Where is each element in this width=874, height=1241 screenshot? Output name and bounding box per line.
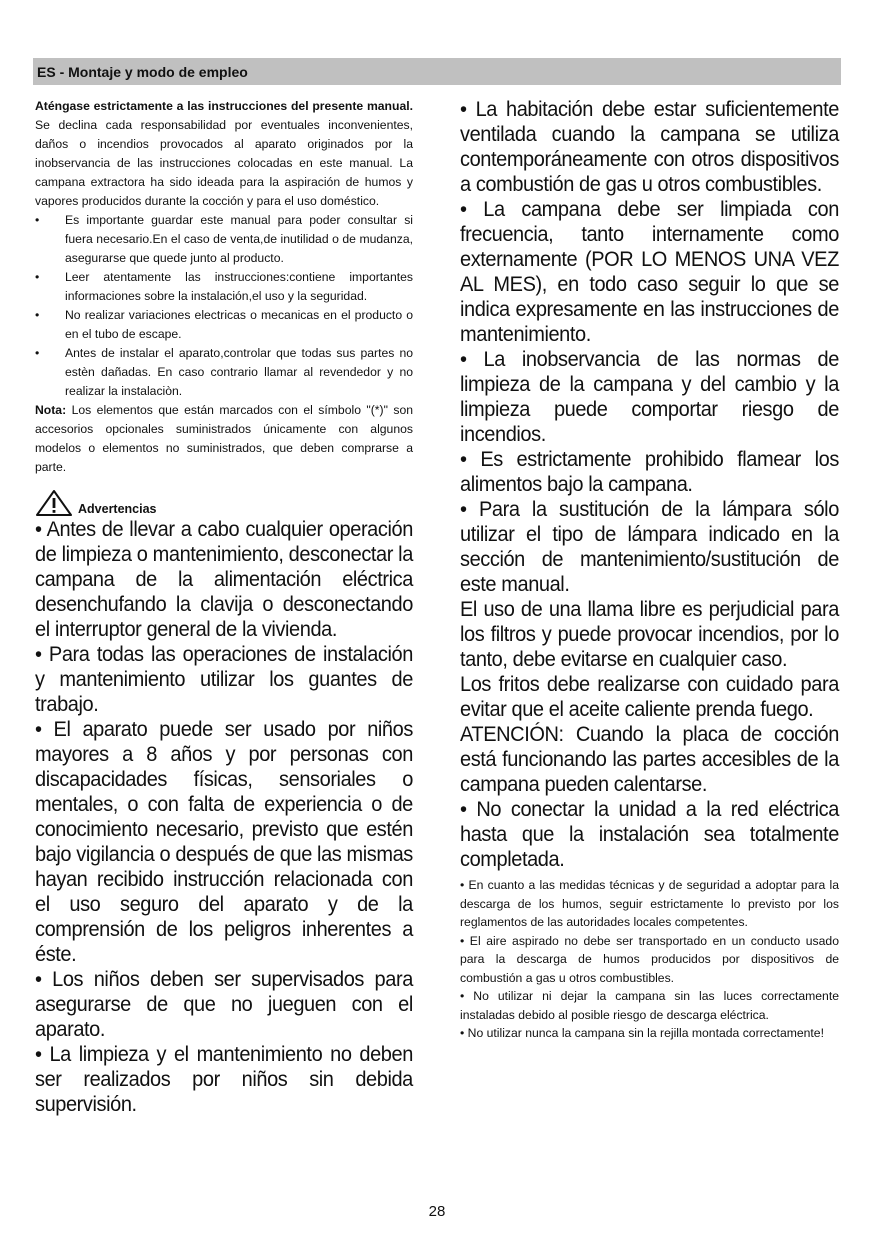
list-item: • Leer atentamente las instrucciones:contiene importantes informaciones sobre la instalación,el uso y la seguridad. xyxy=(35,268,413,306)
warning-paragraph: • La campana debe ser limpiada con frecuencia, tanto internamente como externamente (POR LO MENOS UNA VEZ AL MES), en todo caso seguir lo que se indica expresamente en las instrucciones de mantenimiento. xyxy=(460,197,839,346)
list-item: • No realizar variaciones electricas o mecanicas en el producto o en el tubo de escape. xyxy=(35,306,413,344)
warning-paragraph: ATENCIÓN: Cuando la placa de cocción está funcionando las partes accesibles de la campana pueden calentarse. xyxy=(460,722,839,796)
right-column xyxy=(460,97,839,1043)
section-title: ES - Montaje y modo de empleo xyxy=(37,64,248,80)
page-number: 28 xyxy=(428,1203,446,1220)
warning-paragraph: • La inobservancia de las normas de limpieza de la campana y del cambio y la limpieza puede comportar riesgo de incendios. xyxy=(460,347,839,446)
warning-paragraph: • El aparato puede ser usado por niños mayores a 8 años y por personas con discapacidades físicas, sensoriales o mentales, o con falta de experiencia o de conocimiento necesario, previsto que estén bajo vigilancia o después de que las mismas hayan recibido instrucción relacionada con el uso seguro del aparato y de la comprensión de los peligros inherentes a éste. xyxy=(35,717,413,966)
note-text: Los elementos que están marcados con el símbolo "(*)" son accesorios opcionales suministrados únicamente con algunos modelos o elementos no suministrados, que deben comprarse a parte. xyxy=(35,403,413,474)
warning-paragraph: • Antes de llevar a cabo cualquier operación de limpieza o mantenimiento, desconectar la campana de la alimentación eléctrica desenchufando la clavija o desconectando el interruptor general de la vivienda. xyxy=(35,517,413,641)
warning-paragraph: • Los niños deben ser supervisados para asegurarse de que no jueguen con el aparato. xyxy=(35,967,413,1041)
warning-paragraph: • Para todas las operaciones de instalación y mantenimiento utilizar los guantes de trabajo. xyxy=(35,642,413,716)
left-column xyxy=(35,97,413,1117)
intro-paragraph xyxy=(35,97,413,211)
warning-paragraph: • No conectar la unidad a la red eléctrica hasta que la instalación sea totalmente completada. xyxy=(460,797,839,871)
intro-bold: Aténgase estrictamente a las instrucciones del presente manual. xyxy=(35,99,413,113)
note-label: Nota: xyxy=(35,403,67,417)
warning-paragraph: • La habitación debe estar suficientemente ventilada cuando la campana se utiliza contemporáneamente con otros dispositivos a combustión de gas u otros combustibles. xyxy=(460,97,839,196)
warnings-title: Advertencias xyxy=(78,502,157,516)
list-item: • Es importante guardar este manual para poder consultar si fuera necesario.En el caso de venta,de inutilidad o de mudanza, asegurarse que quede junto al producto. xyxy=(35,211,413,268)
warning-small-paragraph: • El aire aspirado no debe ser transportado en un conducto usado para la descarga de humos producidos por dispositivos de combustión a gas u otros combustibles. xyxy=(460,933,839,985)
list-item: • Antes de instalar el aparato,controlar que todas sus partes no estèn dañadas. En caso contrario llamar al revendedor y no realizar la instalaciòn. xyxy=(35,344,413,401)
warnings-heading xyxy=(35,489,413,517)
warning-paragraph: Los fritos debe realizarse con cuidado para evitar que el aceite caliente prenda fuego. xyxy=(460,672,839,721)
warning-small-paragraph: • No utilizar ni dejar la campana sin las luces correctamente instaladas debido al posible riesgo de descarga eléctrica. xyxy=(460,989,839,1022)
warning-paragraph: • Para la sustitución de la lámpara sólo utilizar el tipo de lámpara indicado en la sección de mantenimiento/sustitución de este manual. xyxy=(460,497,839,596)
warning-paragraph: El uso de una llama libre es perjudicial para los filtros y puede provocar incendios, por lo tanto, debe evitarse en cualquier caso. xyxy=(460,597,839,671)
intro-text: Se declina cada responsabilidad por eventuales inconvenientes, daños o incendios provocados al aparato originados por la inobservancia de las instrucciones colocadas en este manual. La campana extractora ha sido ideada para la aspiración de humos y vapores producidos durante la cocción y para el uso doméstico. xyxy=(35,118,413,208)
warning-small-paragraph: • No utilizar nunca la campana sin la rejilla montada correctamente! xyxy=(460,1026,824,1040)
note-paragraph xyxy=(35,401,413,477)
intro-bullet-list xyxy=(35,211,413,401)
warning-paragraph: • Es estrictamente prohibido flamear los alimentos bajo la campana. xyxy=(460,447,839,496)
warning-small-paragraph: • En cuanto a las medidas técnicas y de seguridad a adoptar para la descarga de los humos, seguir estrictamente lo previsto por los reglamentos de las autoridades locales competentes. xyxy=(460,878,839,929)
warning-paragraph: • La limpieza y el mantenimiento no deben ser realizados por niños sin debida supervisión. xyxy=(35,1042,413,1116)
section-header xyxy=(33,58,841,85)
warning-triangle-icon xyxy=(35,489,73,517)
